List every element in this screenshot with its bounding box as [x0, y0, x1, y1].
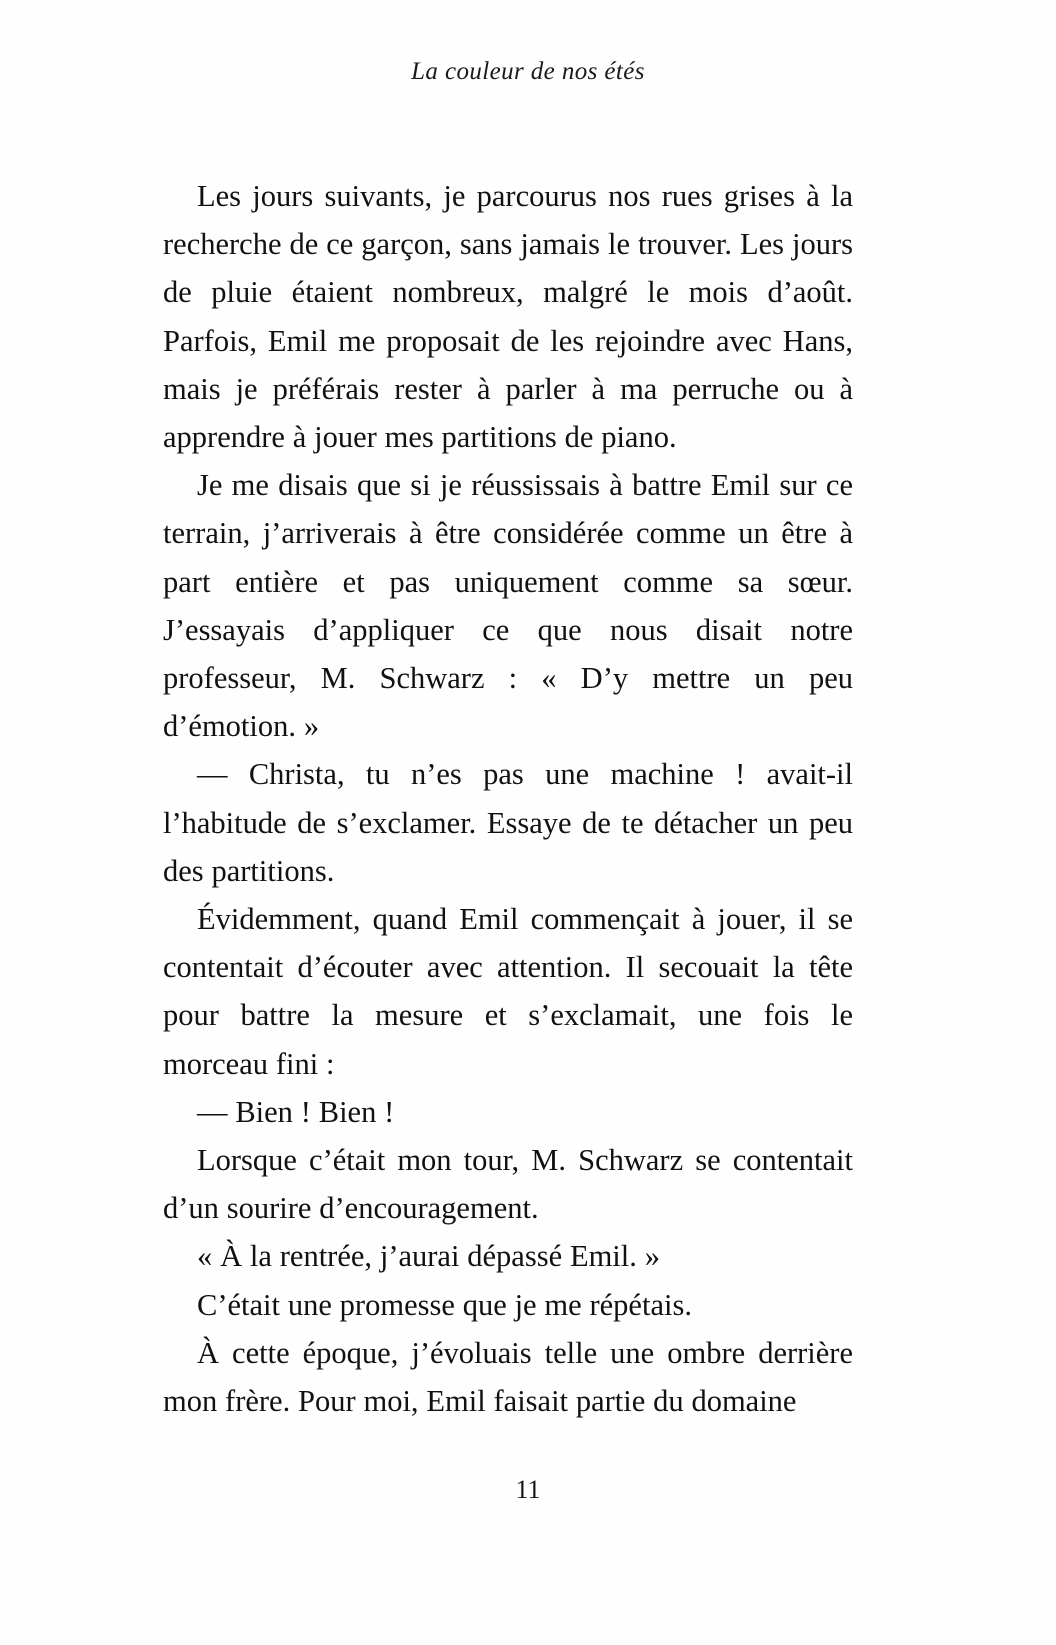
- paragraph: — Christa, tu n’es pas une machine ! avait-il l’habitude de s’exclamer. Essaye de te détacher un peu des partitions.: [163, 757, 853, 888]
- paragraph: À cette époque, j’évoluais telle une ombre derrière mon frère. Pour moi, Emil faisait partie du domaine: [163, 1335, 853, 1419]
- page-number: 11: [515, 1475, 541, 1504]
- paragraph: — Bien ! Bien !: [197, 1094, 395, 1129]
- paragraph: C’était une promesse que je me répétais.: [197, 1287, 692, 1322]
- paragraph: Je me disais que si je réussissais à battre Emil sur ce terrain, j’arriverais à être considérée comme un être à part entière et pas uniquement comme sa sœur. J’essayais d’appliquer ce que nous disait notre professeur, M. Schwarz : « D’y mettre un peu d’émotion. »: [163, 468, 853, 744]
- paragraph: « À la rentrée, j’aurai dépassé Emil. »: [197, 1239, 660, 1274]
- paragraph: Évidemment, quand Emil commençait à jouer, il se contentait d’écouter avec attention. Il secouait la tête pour battre la mesure et s’exclamait, une fois le morceau fini :: [163, 902, 853, 1081]
- paragraph: Les jours suivants, je parcourus nos rues grises à la recherche de ce garçon, sans jamais le trouver. Les jours de pluie étaient nombreux, malgré le mois d’août. Parfois, Emil me proposait de les rejoindre avec Hans, mais je préférais rester à parler à ma perruche ou à apprendre à jouer mes partitions de piano.: [163, 179, 853, 455]
- running-head: La couleur de nos étés: [411, 58, 645, 85]
- paragraph: Lorsque c’était mon tour, M. Schwarz se contentait d’un sourire d’encouragement.: [163, 1143, 853, 1226]
- body-text-block: [163, 172, 853, 1425]
